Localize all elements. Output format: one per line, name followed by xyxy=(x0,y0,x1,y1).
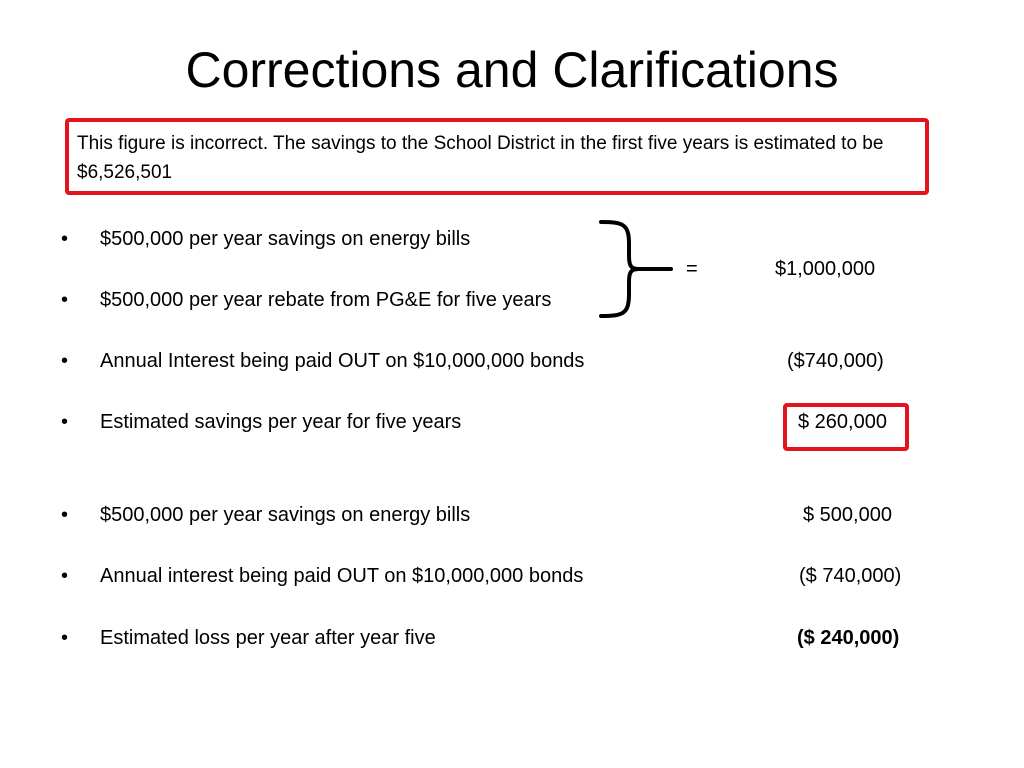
energy-savings-value-2: $ 500,000 xyxy=(803,504,892,526)
savings-value: $ 260,000 xyxy=(798,411,887,433)
interest-label-2: Annual interest being paid OUT on $10,000,000 bonds xyxy=(100,565,584,587)
rebate-label: $500,000 per year rebate from PG&E for five years xyxy=(100,289,552,311)
bullet-glyph: • xyxy=(61,565,69,587)
bullet-glyph: • xyxy=(61,228,69,250)
savings-label: Estimated savings per year for five years xyxy=(100,411,462,433)
correction-note-box xyxy=(65,118,929,195)
interest-value: ($740,000) xyxy=(787,350,884,372)
loss-value: ($ 240,000) xyxy=(797,627,900,649)
slide-title: Corrections and Clarifications xyxy=(185,42,839,98)
bullet-glyph: • xyxy=(61,350,69,372)
energy-savings-label: $500,000 per year savings on energy bills xyxy=(100,228,471,250)
interest-value-2: ($ 740,000) xyxy=(799,565,902,587)
energy-savings-label-2: $500,000 per year savings on energy bills xyxy=(100,504,471,526)
curly-brace-icon xyxy=(595,218,675,320)
combined-total-value: $1,000,000 xyxy=(775,258,876,280)
equals-sign: = xyxy=(686,258,698,280)
loss-label: Estimated loss per year after year five xyxy=(100,627,436,649)
bullet-glyph: • xyxy=(61,504,69,526)
bullet-glyph: • xyxy=(61,411,69,433)
bullet-glyph: • xyxy=(61,289,69,311)
correction-note-text: This figure is incorrect. The savings to the School District in the first five years is estimated to be $6,526,501 xyxy=(77,133,884,183)
interest-label: Annual Interest being paid OUT on $10,000,000 bonds xyxy=(100,350,585,372)
bullet-glyph: • xyxy=(61,627,69,649)
